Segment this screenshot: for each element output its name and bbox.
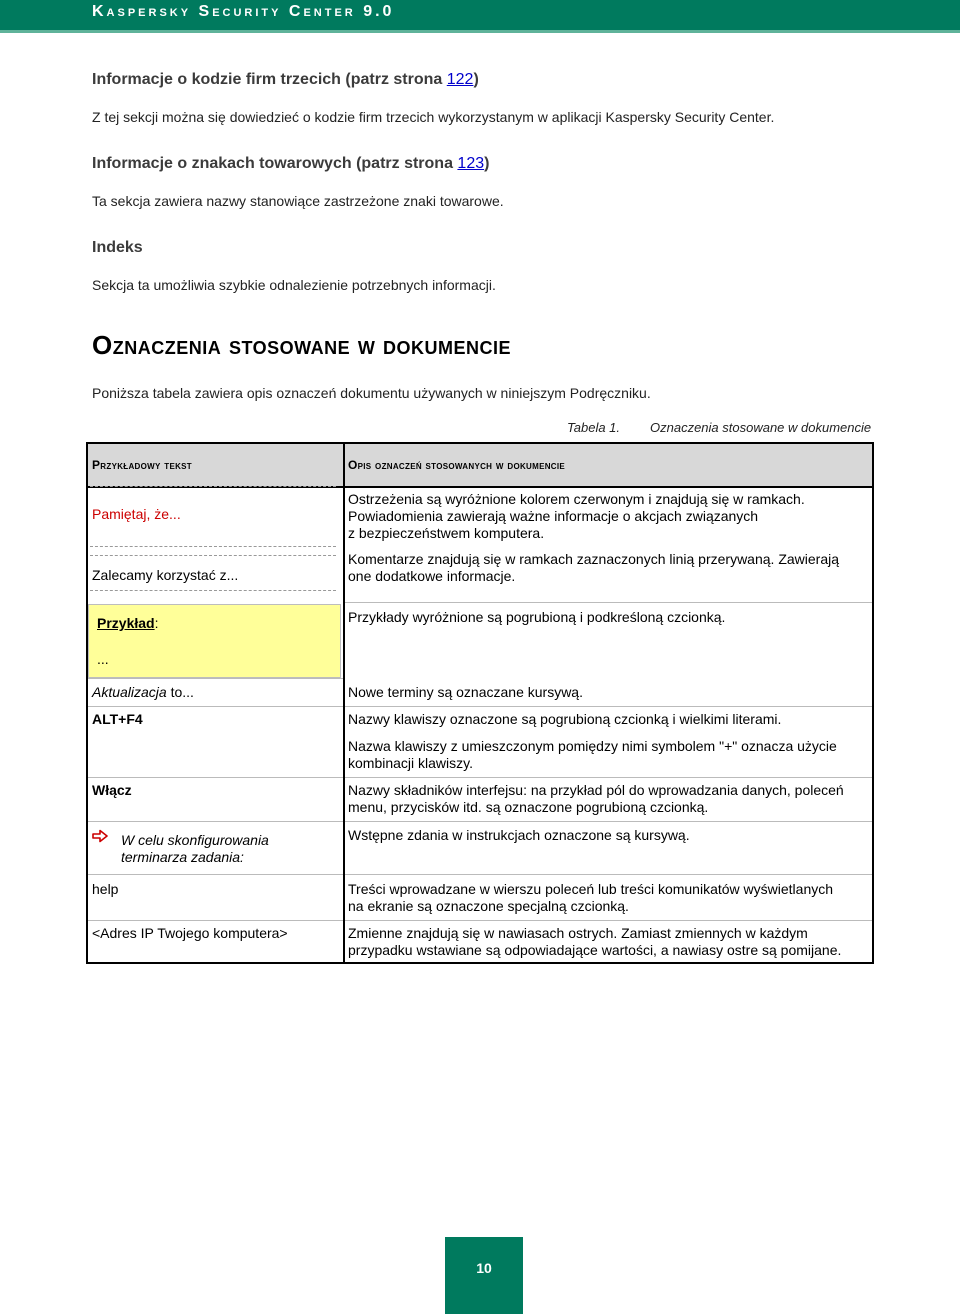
row-separator <box>88 706 343 707</box>
example-note: Zalecamy korzystać z... <box>92 567 239 583</box>
table-header-row <box>88 444 872 488</box>
desc-ui-1: Nazwy składników interfejsu: na przykład pól do wprowadzania danych, poleceń <box>348 782 844 798</box>
term-rest: to... <box>166 684 194 700</box>
example-variable: <Adres IP Twojego komputera> <box>92 925 288 941</box>
row-separator <box>88 777 343 778</box>
dashed-line <box>90 590 336 591</box>
desc-command-1: Treści wprowadzane w wierszu poleceń lub treści komunikatów wyświetlanych <box>348 881 834 897</box>
example-keys: ALT+F4 <box>92 711 143 727</box>
dashed-line <box>90 486 336 487</box>
desc-note-1: Komentarze znajdują się w ramkach zaznaczonych linią przerywaną. Zawierają <box>348 551 840 567</box>
row-separator <box>345 874 872 875</box>
dashed-line <box>90 555 336 556</box>
section-title-text: Informacje o kodzie firm trzecich (patrz strona <box>92 71 447 88</box>
section-title-index: Indeks <box>92 239 143 256</box>
desc-variable-1: Zmienne znajdują się w nawiasach ostrych. Zamiast zmiennych w każdym <box>348 925 808 941</box>
example-procedure-2: terminarza zadania: <box>121 849 244 865</box>
page-link-122[interactable]: 122 <box>446 71 474 88</box>
conventions-table <box>86 442 874 964</box>
section-title-close: ) <box>484 155 490 172</box>
desc-warning-1: Ostrzeżenia są wyróżnione kolorem czerwonym i znajdują się w ramkach. <box>348 491 805 507</box>
example-term <box>92 684 194 701</box>
row-separator <box>345 706 872 707</box>
desc-sample: Przykłady wyróżnione są pogrubioną i podkreśloną czcionką. <box>348 609 726 625</box>
example-warning: Pamiętaj, że... <box>92 506 181 522</box>
example-sample-dots: ... <box>97 651 109 667</box>
page-number: 10 <box>445 1237 523 1314</box>
row-separator <box>88 678 343 679</box>
page-title: Oznaczenia stosowane w dokumencie <box>92 330 512 360</box>
page-link-123[interactable]: 123 <box>457 155 485 172</box>
row-separator <box>88 920 343 921</box>
section-title-third-party <box>92 71 479 89</box>
desc-ui-2: menu, przycisków itd. są oznaczone pogrubioną czcionką. <box>348 799 709 815</box>
section-title-text: Informacje o znakach towarowych (patrz strona <box>92 155 458 172</box>
table-number: Tabela 1. <box>567 420 621 435</box>
row-separator <box>88 821 343 822</box>
arrow-right-icon <box>92 829 108 843</box>
desc-variable-2: przypadku wstawiane są odpowiadające wartości, a nawiasy ostre są pomijane. <box>348 942 842 958</box>
row-separator <box>345 602 872 603</box>
row-separator <box>345 821 872 822</box>
row-separator <box>88 874 343 875</box>
sample-label-text: Przykład <box>97 615 155 631</box>
row-separator <box>345 777 872 778</box>
table-header-example: Przykładowy tekst <box>92 458 192 472</box>
desc-command-2: na ekranie są oznaczone specjalną czcionką. <box>348 898 629 914</box>
example-sample-label <box>97 615 158 632</box>
row-separator <box>345 920 872 921</box>
example-command: help <box>92 881 119 897</box>
desc-warning-3: z bezpieczeństwem komputera. <box>348 525 545 541</box>
header-title: Kaspersky Security Center 9.0 <box>92 3 395 20</box>
term-italic: Aktualizacja <box>92 684 167 700</box>
header-bar <box>0 0 960 33</box>
dashed-line <box>90 546 336 547</box>
desc-keys-3: kombinacji klawiszy. <box>348 755 473 771</box>
section-text-index: Sekcja ta umożliwia szybkie odnalezienie potrzebnych informacji. <box>92 277 496 293</box>
example-ui: Włącz <box>92 782 132 798</box>
desc-warning-2: Powiadomienia zawierają ważne informacje o akcjach związanych <box>348 508 759 524</box>
intro-text: Poniższa tabela zawiera opis oznaczeń dokumentu używanych w niniejszym Podręczniku. <box>92 385 651 401</box>
desc-keys-2: Nazwa klawiszy z umieszczonym pomiędzy nimi symbolem "+" oznacza użycie <box>348 738 837 754</box>
table-header-description: Opis oznaczeń stosowanych w dokumencie <box>348 458 566 472</box>
section-title-close: ) <box>473 71 479 88</box>
desc-keys-1: Nazwy klawiszy oznaczone są pogrubioną czcionką i wielkimi literami. <box>348 711 782 727</box>
section-text-third-party: Z tej sekcji można się dowiedzieć o kodzie firm trzecich wykorzystanym w aplikacji Kaspersky Security Center. <box>92 109 775 125</box>
desc-term: Nowe terminy są oznaczane kursywą. <box>348 684 583 700</box>
column-separator <box>343 444 345 962</box>
section-text-trademarks: Ta sekcja zawiera nazwy stanowiące zastrzeżone znaki towarowe. <box>92 193 504 209</box>
desc-procedure: Wstępne zdania w instrukcjach oznaczone są kursywą. <box>348 827 690 843</box>
desc-note-2: one dodatkowe informacje. <box>348 568 516 584</box>
example-procedure-1: W celu skonfigurowania <box>121 832 269 848</box>
table-caption: Oznaczenia stosowane w dokumencie <box>650 420 872 435</box>
section-title-trademarks <box>92 155 489 173</box>
sample-label-colon: : <box>154 615 159 631</box>
